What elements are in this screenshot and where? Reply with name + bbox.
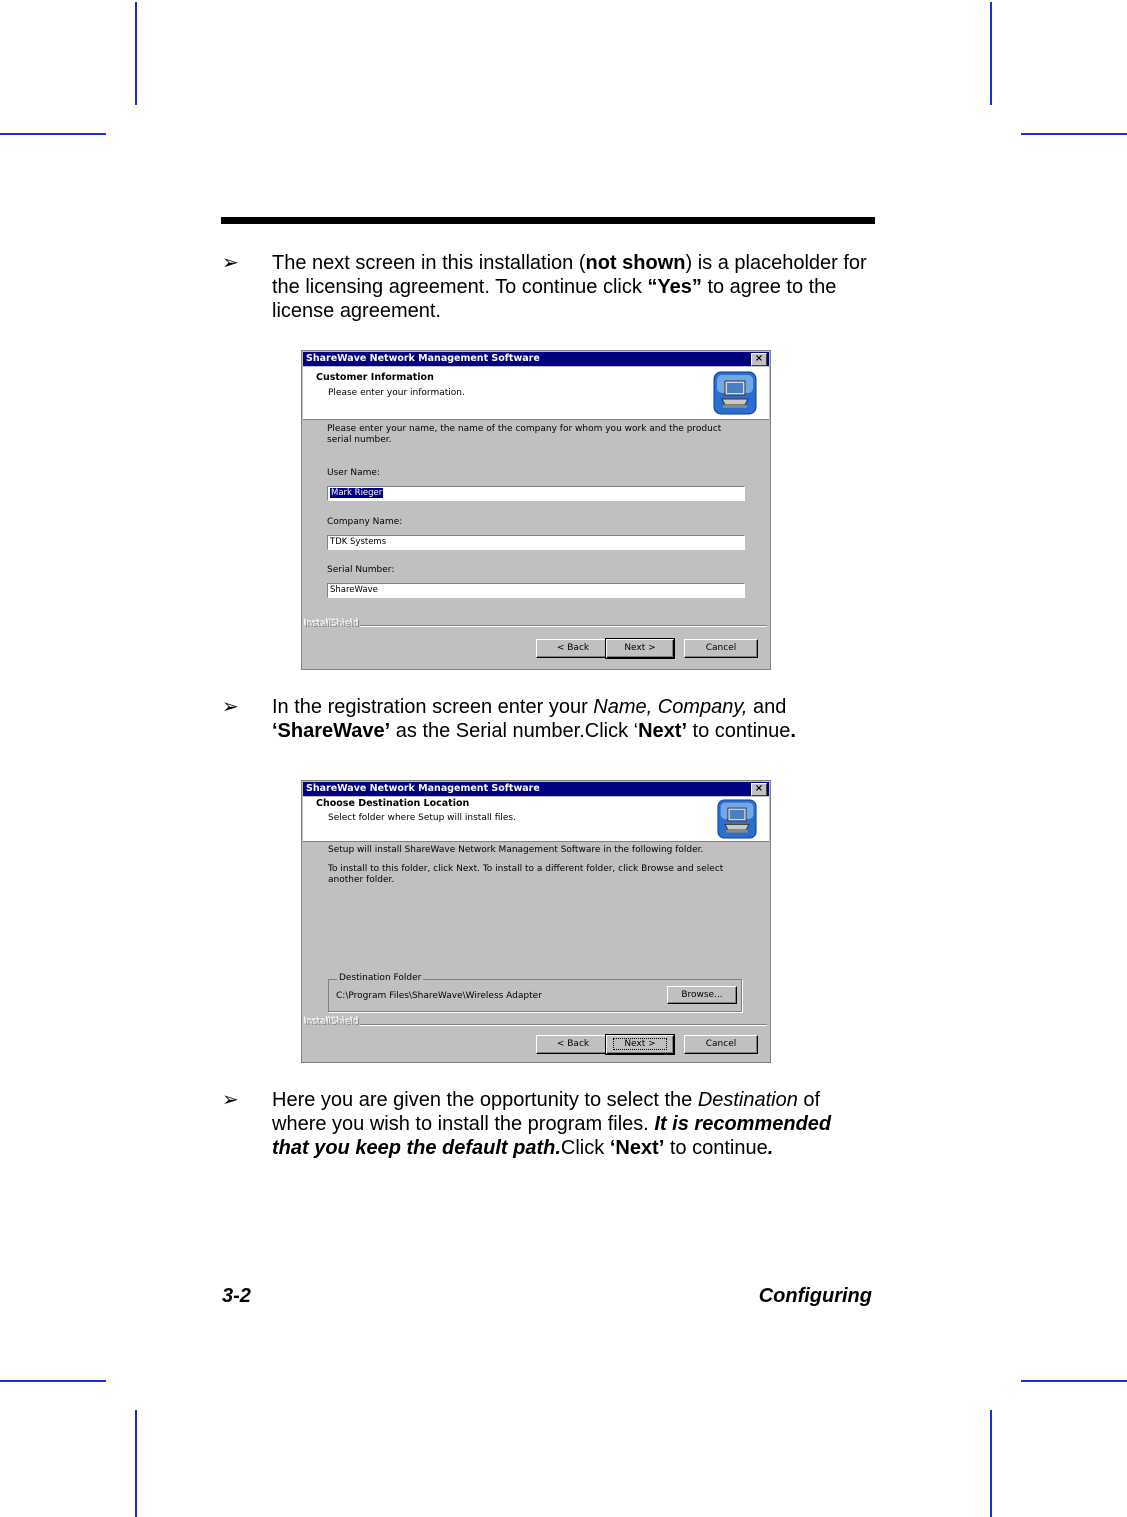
installshield-brand: InstallShield: [304, 1017, 359, 1027]
cancel-button[interactable]: Cancel: [684, 1035, 758, 1054]
dialog-title-bar: [303, 352, 769, 366]
bullet-arrow-icon: ➢: [222, 1089, 239, 1111]
dialog-header-subtitle: Select folder where Setup will install files.: [328, 813, 516, 823]
destination-folder-group: [328, 973, 742, 1012]
next-button[interactable]: [606, 1035, 674, 1054]
close-button[interactable]: ×: [751, 783, 767, 796]
crop-mark: [1021, 133, 1127, 135]
paragraph-license: The next screen in this installation (not shown) is a placeholder for the licensing agreement. To continue click “Yes” to agree to the license agreement.: [272, 252, 867, 322]
bullet-arrow-icon: ➢: [222, 696, 239, 718]
back-button[interactable]: < Back: [536, 1035, 610, 1054]
install-location-text: Setup will install ShareWave Network Management Software in the following folder.: [328, 845, 704, 855]
cancel-button[interactable]: Cancel: [684, 639, 758, 658]
serial-number-label: Serial Number:: [327, 565, 395, 575]
crop-mark: [135, 2, 137, 105]
setup-computer-icon: [713, 371, 757, 415]
separator: [360, 1024, 767, 1026]
crop-mark: [135, 1410, 137, 1517]
dialog-header-title: Choose Destination Location: [316, 798, 470, 809]
destination-folder-label: Destination Folder: [339, 973, 422, 983]
company-name-input[interactable]: TDK Systems: [327, 535, 745, 550]
crop-mark: [0, 133, 106, 135]
setup-computer-icon: [717, 799, 757, 839]
instruction-text: To install to this folder, click Next. To install to a different folder, click Browse and select another folder.: [328, 864, 724, 885]
dialog-title: ShareWave Network Management Software: [306, 783, 540, 794]
separator: [360, 625, 767, 627]
dialog-header: [303, 367, 769, 420]
paragraph-destination: Here you are given the opportunity to select the Destination of where you wish to install the program files. It is recommended that you keep the default path.Click ‘Next’ to continue.: [272, 1089, 832, 1159]
crop-mark: [0, 1380, 106, 1382]
browse-button[interactable]: Browse...: [667, 986, 737, 1004]
page-number: 3-2: [222, 1285, 251, 1307]
dialog-header-subtitle: Please enter your information.: [328, 388, 465, 398]
dialog-title: ShareWave Network Management Software: [306, 353, 540, 364]
back-button[interactable]: < Back: [536, 639, 610, 658]
user-name-label: User Name:: [327, 468, 380, 478]
bullet-arrow-icon: ➢: [222, 252, 239, 274]
instruction-text: Please enter your name, the name of the company for whom you work and the product serial number.: [327, 424, 722, 445]
dialog-title-bar: [303, 782, 769, 796]
choose-destination-dialog: [301, 780, 771, 1063]
user-name-input[interactable]: Mark Rieger: [327, 486, 745, 501]
serial-number-input[interactable]: ShareWave: [327, 583, 745, 598]
next-button[interactable]: Next >: [606, 639, 674, 658]
crop-mark: [990, 1410, 992, 1517]
paragraph-registration: In the registration screen enter your Name, Company, and ‘ShareWave’ as the Serial number.Click ‘Next’ to continue.: [272, 696, 796, 742]
next-button-label: Next >: [613, 1038, 666, 1050]
destination-path: C:\Program Files\ShareWave\Wireless Adapter: [336, 991, 542, 1001]
dialog-header: [303, 797, 769, 842]
customer-information-dialog: [301, 350, 771, 670]
crop-mark: [990, 2, 992, 105]
installshield-brand: InstallShield: [304, 619, 359, 629]
dialog-header-title: Customer Information: [316, 372, 434, 383]
chapter-title: Configuring: [758, 1285, 872, 1307]
company-name-label: Company Name:: [327, 517, 403, 527]
close-button[interactable]: ×: [751, 353, 767, 366]
crop-mark: [1021, 1380, 1127, 1382]
header-rule: [221, 217, 875, 224]
